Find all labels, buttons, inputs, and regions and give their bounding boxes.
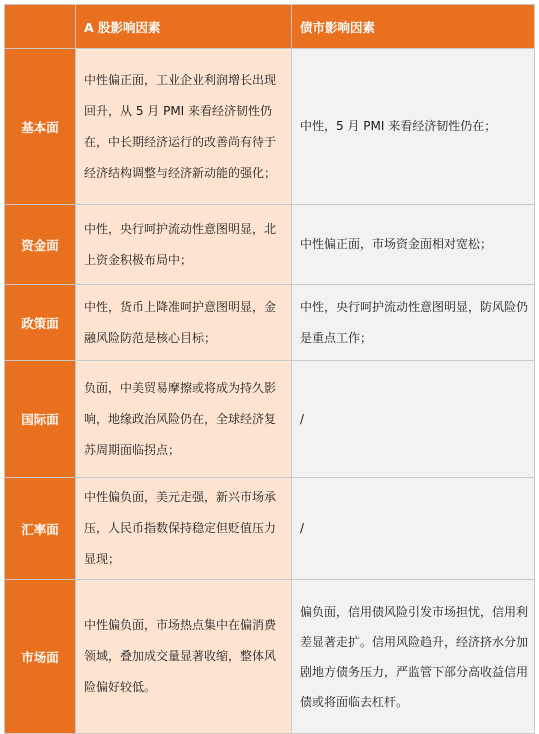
- bond-cell: /: [292, 361, 535, 478]
- a-share-cell: 中性偏正面，工业企业利润增长出现回升，从 5 月 PMI 来看经济韧性仍在，中长期经济运行的改善尚有待于经济结构调整与经济新动能的强化；: [76, 49, 292, 205]
- header-corner: [5, 5, 76, 49]
- bond-cell: 偏负面，信用债风险引发市场担忧，信用利差显著走扩。信用风险趋升，经济挤水分加剧地方债务压力，严监管下部分高收益信用债或将面临去杠杆。: [292, 580, 535, 734]
- a-share-cell: 中性，货币上降准呵护意图明显，金融风险防范是核心目标；: [76, 285, 292, 361]
- a-share-cell: 中性偏负面，美元走强，新兴市场承压，人民币指数保持稳定但贬值压力显现；: [76, 478, 292, 580]
- table-row: [5, 478, 535, 580]
- table-row: [5, 205, 535, 285]
- table-row: [5, 49, 535, 205]
- header-bond-factors: 债市影响因素: [292, 5, 535, 49]
- a-share-cell: 负面，中美贸易摩擦或将成为持久影响，地缘政治风险仍在，全球经济复苏周期面临拐点；: [76, 361, 292, 478]
- a-share-cell: 中性，央行呵护流动性意图明显，北上资金积极布局中；: [76, 205, 292, 285]
- category-cell: 国际面: [5, 361, 76, 478]
- category-cell: 基本面: [5, 49, 76, 205]
- bond-cell: 中性偏正面，市场资金面相对宽松；: [292, 205, 535, 285]
- factor-table: [4, 4, 535, 734]
- bond-cell: /: [292, 478, 535, 580]
- table-row: [5, 361, 535, 478]
- table-row: [5, 285, 535, 361]
- category-cell: 资金面: [5, 205, 76, 285]
- category-cell: 市场面: [5, 580, 76, 734]
- category-cell: 政策面: [5, 285, 76, 361]
- bond-cell: 中性，5 月 PMI 来看经济韧性仍在；: [292, 49, 535, 205]
- category-cell: 汇率面: [5, 478, 76, 580]
- header-a-share-factors: A 股影响因素: [76, 5, 292, 49]
- table-row: [5, 580, 535, 734]
- a-share-cell: 中性偏负面，市场热点集中在偏消费领域，叠加成交量显著收缩，整体风险偏好较低。: [76, 580, 292, 734]
- bond-cell: 中性，央行呵护流动性意图明显，防风险仍是重点工作；: [292, 285, 535, 361]
- header-row: [5, 5, 535, 49]
